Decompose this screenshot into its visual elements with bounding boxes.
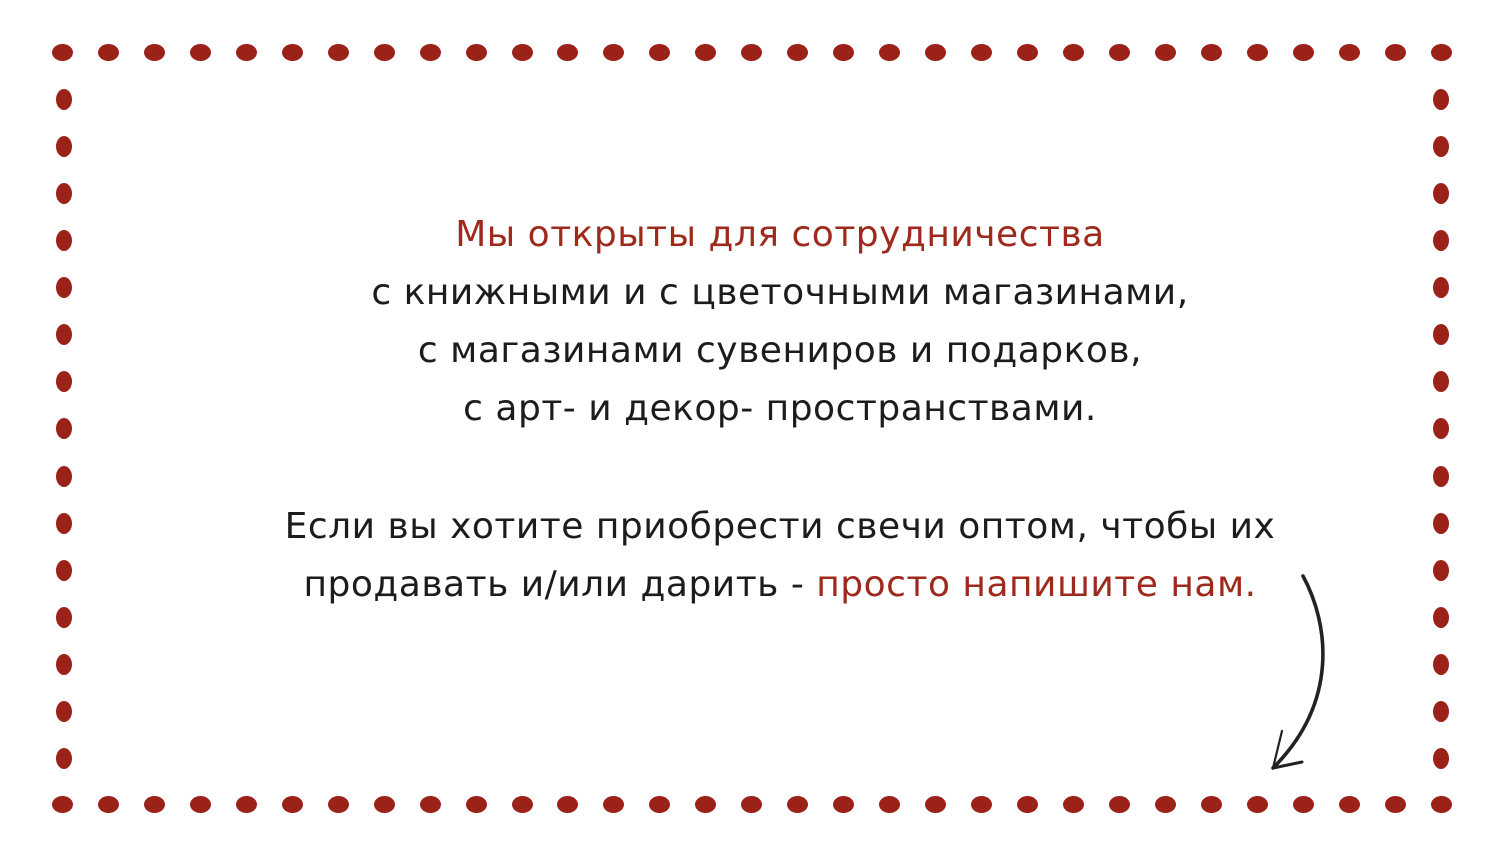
- border-dot: [833, 44, 854, 61]
- border-dot: [1293, 44, 1314, 61]
- border-dot: [466, 796, 487, 813]
- border-dot: [1201, 44, 1222, 61]
- offer-line-1: Если вы хотите приобрести свечи оптом, чтобы их: [284, 506, 1276, 547]
- border-dot: [512, 44, 533, 61]
- dotted-border-bottom: [52, 795, 1452, 813]
- border-dot: [512, 796, 533, 813]
- border-dot: [971, 796, 992, 813]
- hand-drawn-arrow-icon: [1235, 560, 1355, 792]
- border-dot: [695, 796, 716, 813]
- border-dot: [971, 44, 992, 61]
- border-dot: [190, 44, 211, 61]
- border-dot: [1063, 44, 1084, 61]
- text-block: [30, 206, 1500, 614]
- offer-line-2-accent: просто напишите нам.: [816, 564, 1257, 605]
- border-dot: [1433, 183, 1449, 204]
- border-dot: [1017, 44, 1038, 61]
- intro-line-2: с магазинами сувениров и подарков,: [417, 330, 1143, 371]
- border-dot: [1431, 44, 1452, 61]
- border-dot: [879, 44, 900, 61]
- border-dot: [374, 44, 395, 61]
- border-dot: [56, 701, 72, 722]
- border-dot: [282, 796, 303, 813]
- border-dot: [374, 796, 395, 813]
- border-dot: [1385, 796, 1406, 813]
- border-dot: [741, 796, 762, 813]
- border-dot: [1155, 44, 1176, 61]
- border-dot: [1339, 44, 1360, 61]
- border-dot: [56, 654, 72, 675]
- border-dot: [56, 183, 72, 204]
- border-dot: [741, 44, 762, 61]
- border-dot: [144, 44, 165, 61]
- border-dot: [557, 44, 578, 61]
- border-dot: [52, 44, 73, 61]
- border-dot: [603, 796, 624, 813]
- intro-line-3: с арт- и декор- пространствами.: [463, 388, 1097, 429]
- border-dot: [144, 796, 165, 813]
- border-dot: [466, 44, 487, 61]
- border-dot: [833, 796, 854, 813]
- headline: Мы открыты для сотрудничества: [455, 214, 1105, 255]
- border-dot: [1431, 796, 1452, 813]
- border-dot: [695, 44, 716, 61]
- border-dot: [98, 44, 119, 61]
- border-dot: [98, 796, 119, 813]
- border-dot: [787, 796, 808, 813]
- border-dot: [1339, 796, 1360, 813]
- border-dot: [1247, 796, 1268, 813]
- border-dot: [190, 796, 211, 813]
- border-dot: [1433, 89, 1449, 110]
- border-dot: [925, 796, 946, 813]
- border-dot: [328, 44, 349, 61]
- border-dot: [56, 136, 72, 157]
- border-dot: [1433, 136, 1449, 157]
- border-dot: [236, 796, 257, 813]
- border-dot: [282, 44, 303, 61]
- border-dot: [1109, 796, 1130, 813]
- border-dot: [1247, 44, 1268, 61]
- border-dot: [236, 44, 257, 61]
- border-dot: [787, 44, 808, 61]
- border-dot: [328, 796, 349, 813]
- intro-line-1: с книжными и с цветочными магазинами,: [371, 272, 1189, 313]
- border-dot: [1433, 748, 1449, 769]
- border-dot: [56, 89, 72, 110]
- border-dot: [1201, 796, 1222, 813]
- offer-line-2-black: продавать и/или дарить -: [303, 564, 817, 605]
- border-dot: [1017, 796, 1038, 813]
- border-dot: [557, 796, 578, 813]
- border-dot: [1109, 44, 1130, 61]
- dotted-border-top: [52, 43, 1452, 61]
- border-dot: [1063, 796, 1084, 813]
- border-dot: [879, 796, 900, 813]
- border-dot: [1155, 796, 1176, 813]
- border-dot: [420, 44, 441, 61]
- border-dot: [925, 44, 946, 61]
- border-dot: [1433, 701, 1449, 722]
- border-dot: [1385, 44, 1406, 61]
- border-dot: [56, 748, 72, 769]
- border-dot: [649, 796, 670, 813]
- border-dot: [1293, 796, 1314, 813]
- border-dot: [420, 796, 441, 813]
- border-dot: [52, 796, 73, 813]
- border-dot: [649, 44, 670, 61]
- border-dot: [603, 44, 624, 61]
- border-dot: [1433, 654, 1449, 675]
